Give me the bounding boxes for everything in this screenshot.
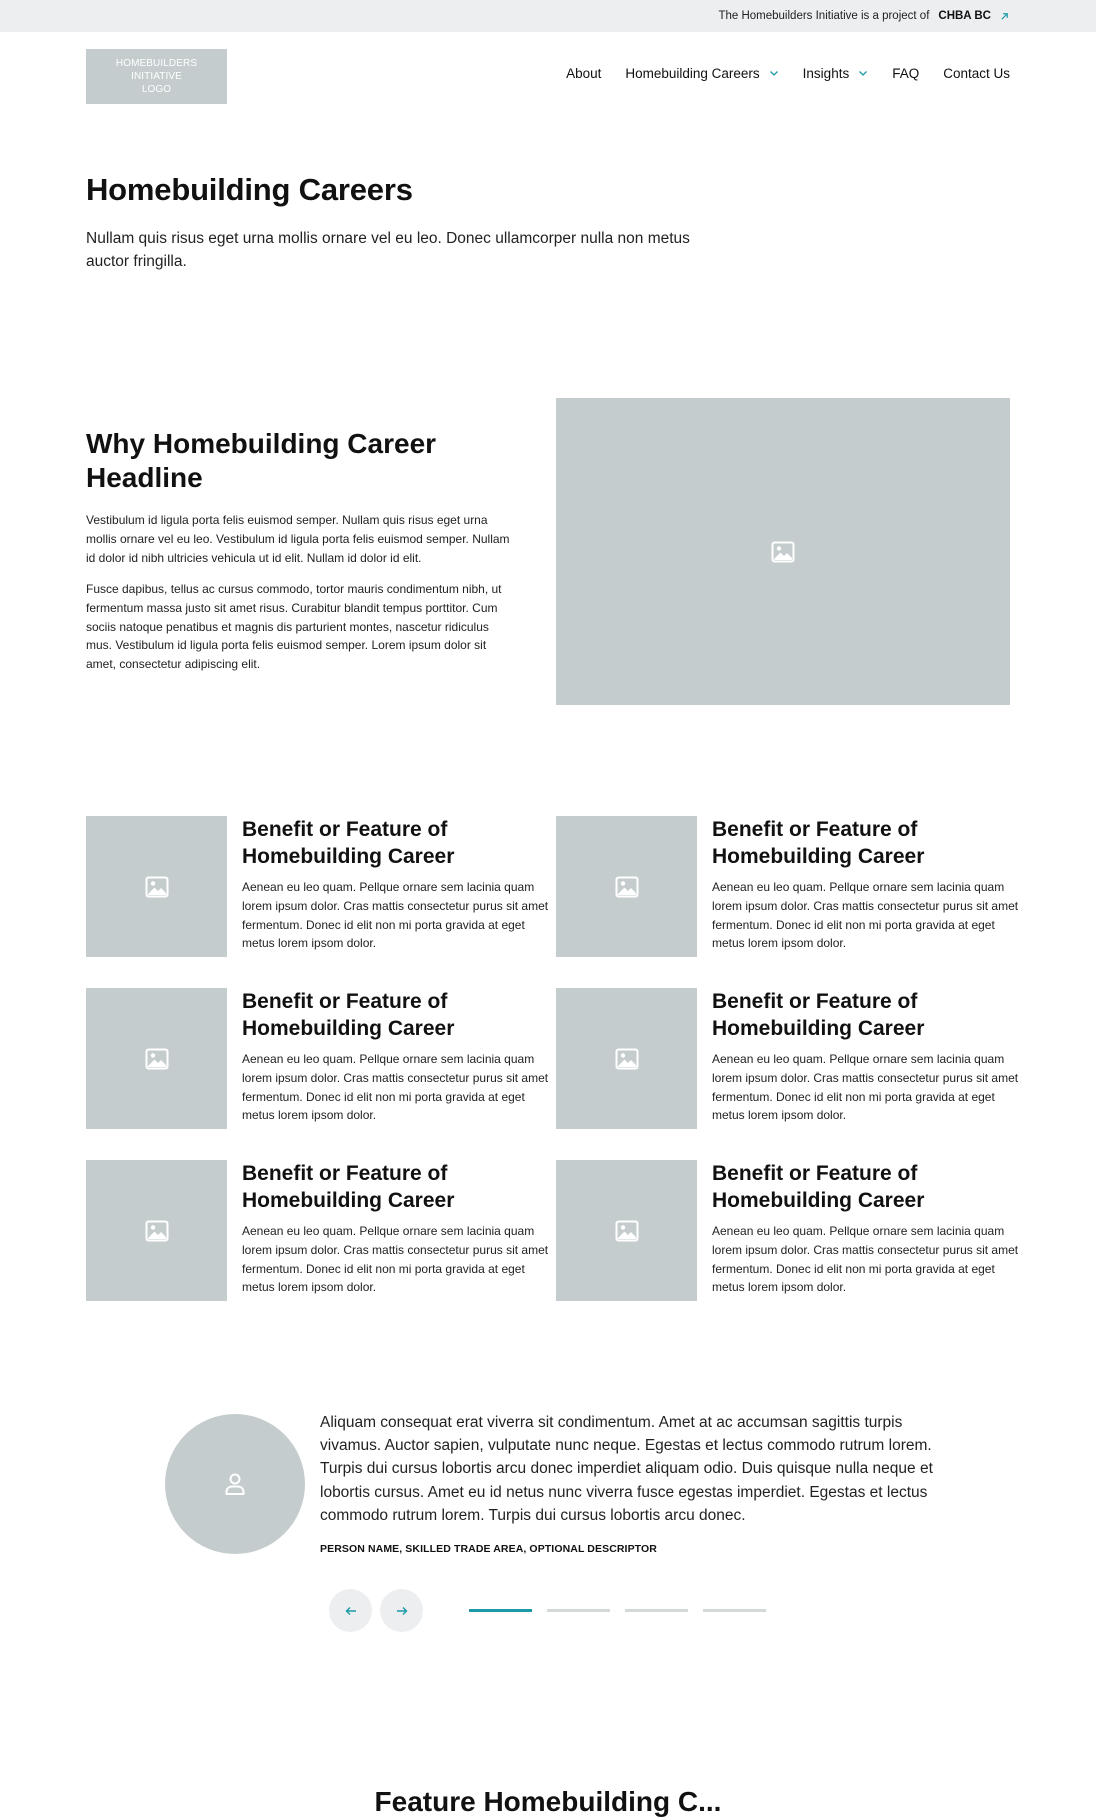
arrow-left-icon [345,1606,357,1616]
feature-card [556,1160,1019,1301]
testimonial-attribution: PERSON NAME, SKILLED TRADE AREA, OPTIONAL DESCRIPTOR [320,1543,657,1555]
carousel-indicator-1[interactable] [469,1609,532,1612]
nav-item-homebuilding-careers[interactable] [625,66,778,81]
carousel-prev-button[interactable] [329,1589,372,1632]
feature-image [86,1160,227,1301]
carousel-indicator-3[interactable] [625,1609,688,1612]
external-arrow-icon[interactable] [999,11,1010,22]
feature-body: Aenean eu leo quam. Pellque ornare sem lacinia quam lorem ipsum dolor. Cras mattis consectetur purus sit amet fermentum. Donec id elit non mi porta gravida at eget metus lorem ipsom dolor. [242,1224,549,1295]
feature-body: Aenean eu leo quam. Pellque ornare sem lacinia quam lorem ipsum dolor. Cras mattis consectetur purus sit amet fermentum. Donec id elit non mi porta gravida at eget metus lorem ipsom dolor. [712,880,1019,951]
carousel-next-button[interactable] [380,1589,423,1632]
featured-section-title: Feature Homebuilding C... [374,1786,722,1817]
site-logo[interactable] [86,49,227,104]
feature-card [556,816,1019,957]
feature-body: Aenean eu leo quam. Pellque ornare sem lacinia quam lorem ipsum dolor. Cras mattis consectetur purus sit amet fermentum. Donec id elit non mi porta gravida at eget metus lorem ipsom dolor. [242,1052,549,1123]
image-placeholder-icon [615,1220,639,1242]
feature-title: Benefit or Feature of Homebuilding Career [712,990,925,1040]
feature-body: Aenean eu leo quam. Pellque ornare sem lacinia quam lorem ipsum dolor. Cras mattis consectetur purus sit amet fermentum. Donec id elit non mi porta gravida at eget metus lorem ipsom dolor. [712,1052,1019,1123]
nav-label: FAQ [892,66,920,81]
chba-bc-link[interactable]: CHBA BC [938,10,991,22]
feature-image [86,816,227,957]
image-placeholder-icon [145,1048,169,1070]
nav-item-faq[interactable] [892,66,919,81]
topbar-content [718,0,1010,32]
feature-card [86,816,549,957]
top-utility-bar [0,0,1096,32]
image-placeholder-icon [615,876,639,898]
feature-card [86,1160,549,1301]
nav-label: Homebuilding Careers [625,66,760,81]
feature-card [86,988,549,1129]
feature-card [556,988,1019,1129]
arrow-right-icon [396,1606,408,1616]
chevron-down-icon [858,70,868,77]
topbar-text: The Homebuilders Initiative is a project of [718,10,930,22]
carousel-indicator-2[interactable] [547,1609,610,1612]
main-navigation [566,66,1010,81]
feature-body: Aenean eu leo quam. Pellque ornare sem lacinia quam lorem ipsum dolor. Cras mattis consectetur purus sit amet fermentum. Donec id elit non mi porta gravida at eget metus lorem ipsom dolor. [242,880,549,951]
feature-body: Aenean eu leo quam. Pellque ornare sem lacinia quam lorem ipsum dolor. Cras mattis consectetur purus sit amet fermentum. Donec id elit non mi porta gravida at eget metus lorem ipsom dolor. [712,1224,1019,1295]
why-headline: Why Homebuilding Career Headline [86,428,437,493]
nav-label: About [566,66,602,81]
page-intro: Nullam quis risus eget urna mollis ornare vel eu leo. Donec ullamcorper nulla non metus auctor fringilla. [86,230,690,270]
nav-label: Contact Us [943,66,1010,81]
person-icon [224,1472,246,1496]
nav-item-contact-us[interactable] [943,66,1010,81]
why-paragraph-1: Vestibulum id ligula porta felis euismod semper. Nullam quis risus eget urna mollis ornare vel eu leo. Vestibulum id ligula porta felis euismod semper. Nullam id dolor id nibh ultricies vehicula ut id elit. Nullam id dolor id elit. [86,513,510,565]
feature-image [556,988,697,1129]
feature-title: Benefit or Feature of Homebuilding Career [242,990,455,1040]
feature-image [556,816,697,957]
why-paragraph-2: Fusce dapibus, tellus ac cursus commodo, tortor mauris condimentum nibh, ut fermentum massa justo sit amet risus. Curabitur blandit tempus porttitor. Cum sociis natoque penatibus et magnis dis parturient montes, nascetur ridiculus mus. Vestibulum id ligula porta felis euismod semper. Lorem ipsum dolor sit amet, consectetur adipiscing elit. [86,582,502,672]
why-image [556,398,1010,705]
nav-item-about[interactable] [566,66,601,81]
image-placeholder-icon [145,1220,169,1242]
nav-label: Insights [802,66,850,81]
nav-item-insights[interactable] [803,66,869,81]
testimonial-avatar [165,1414,305,1554]
carousel-indicator-4[interactable] [703,1609,766,1612]
page-title: Homebuilding Careers [86,172,413,207]
chevron-down-icon [769,70,779,77]
feature-title: Benefit or Feature of Homebuilding Career [712,818,925,868]
image-placeholder-icon [145,876,169,898]
feature-title: Benefit or Feature of Homebuilding Career [242,1162,455,1212]
image-placeholder-icon [771,541,795,563]
feature-image [556,1160,697,1301]
testimonial-quote: Aliquam consequat erat viverra sit condimentum. Amet at ac accumsan sagittis turpis vivamus. Auctor sapien, vulputate nunc neque. Egestas et lectus commodo rutrum lorem. Turpis dui cursus lobortis arcu donec imperdiet aliquam odio. Duis quisque nulla neque et lobortis cursus. Amet eu id netus nunc viverra fusce egestas imperdiet. Egestas et lectus commodo rutrum lorem. Turpis dui cursus lobortis arcu donec. [320,1414,933,1524]
feature-title: Benefit or Feature of Homebuilding Career [712,1162,925,1212]
logo-text: HOMEBUILDERS INITIATIVE LOGO [115,58,198,95]
feature-title: Benefit or Feature of Homebuilding Career [242,818,455,868]
feature-image [86,988,227,1129]
image-placeholder-icon [615,1048,639,1070]
